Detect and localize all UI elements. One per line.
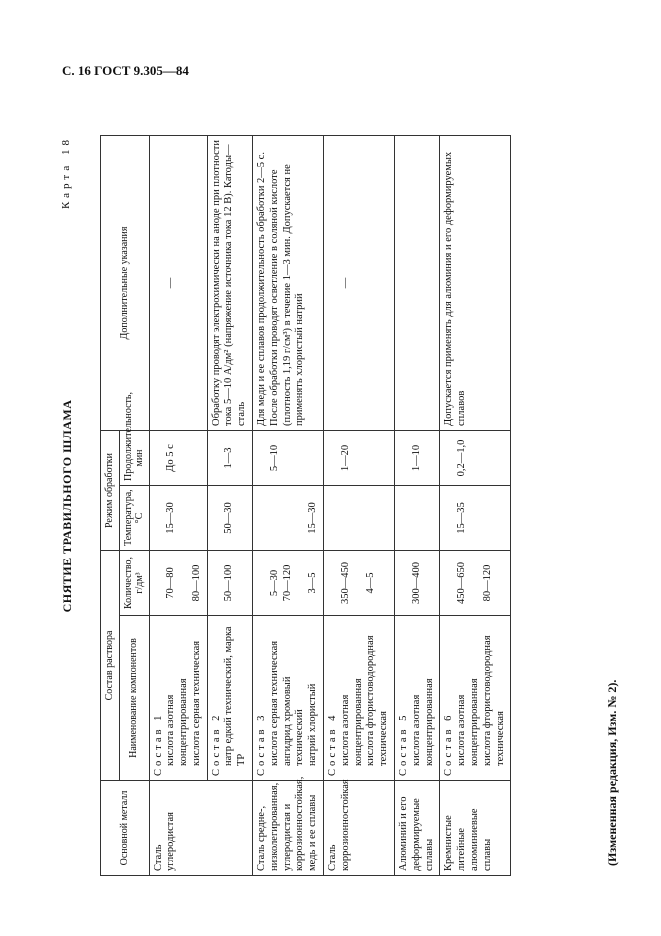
quantity-cell: 350—450 4—5 bbox=[324, 550, 395, 615]
metal-cell: Сталь средне-, низколегированная, углеродистая и коррозионностойкая, медь и ее сплавы bbox=[253, 781, 324, 876]
quantity-cell: 300—400 bbox=[395, 550, 440, 615]
quantity-cell: 5—30 70—120 3—5 bbox=[253, 550, 324, 615]
notes-cell: Допускается применять для алюминия и его деформируемых сплавов bbox=[440, 135, 511, 430]
component: кислота азотная концентрированная bbox=[165, 678, 190, 766]
component: натрий хлористый bbox=[307, 683, 319, 766]
quantity-cell bbox=[149, 550, 207, 615]
metal-cell: Сталь коррозионностойкая bbox=[324, 781, 395, 876]
duration-cell: 1—10 bbox=[395, 430, 440, 485]
col-mode-group: Режим обработки bbox=[101, 430, 120, 550]
table-row bbox=[207, 135, 252, 875]
notes-cell: — bbox=[324, 135, 395, 430]
pickling-table bbox=[100, 135, 511, 876]
duration-cell: 0,2—1,0 bbox=[440, 430, 511, 485]
composition-label: Состав 1 bbox=[152, 712, 164, 776]
component: кислота серная техническая bbox=[190, 640, 202, 766]
table-row bbox=[395, 135, 440, 875]
composition-label: Состав 4 bbox=[327, 712, 339, 776]
card-label: Карта 18 bbox=[60, 136, 72, 210]
notes-cell: Обработку проводят электрохимически на аноде при плотности тока 5—10 А/дм² (напряжение источника тока 12 В). Катоды—сталь bbox=[207, 135, 252, 430]
components-cell: Состав 4 кислота азотная концентрированная кислота фтористоводородная техническая bbox=[324, 616, 395, 781]
component: кислота серная техническая bbox=[268, 640, 280, 766]
temperature-cell: 15—35 bbox=[440, 485, 511, 550]
page-header: С. 16 ГОСТ 9.305—84 bbox=[62, 63, 189, 78]
components-cell bbox=[207, 616, 252, 781]
temperature-cell: 15—30 bbox=[253, 485, 324, 550]
metal-cell: Сталь углеродистая bbox=[149, 781, 253, 876]
notes-cell: Для меди и ее сплавов продолжительность обработки 2—5 с. После обработки проводят осветление в соляной кислоте (плотность 1,19 г/см³) в течение 1—3 мин. Допускается не применять хлористый натрий bbox=[253, 135, 324, 430]
quantity: 80—100 bbox=[190, 564, 202, 602]
notes-cell bbox=[395, 135, 440, 430]
rotated-card bbox=[60, 136, 640, 876]
components-cell bbox=[149, 616, 207, 781]
metal-cell: Алюминий и его деформируемые сплавы bbox=[395, 781, 440, 876]
components-cell: Состав 5 кислота азотная концентрированная bbox=[395, 616, 440, 781]
component: натр едкий технический, марка ТР bbox=[223, 626, 248, 766]
metal-cell: Кремнистые литейные алюминиевые сплавы bbox=[440, 781, 511, 876]
composition-label: Состав 5 bbox=[398, 712, 410, 776]
composition-label: Состав 2 bbox=[210, 712, 222, 776]
composition-label: Состав 3 bbox=[256, 712, 268, 776]
col-temperature: Температура, °С bbox=[119, 485, 149, 550]
col-metal: Основной металл bbox=[101, 781, 150, 876]
duration-cell: До 5 с bbox=[149, 430, 207, 485]
temperature-cell bbox=[395, 485, 440, 550]
col-quantity: Количество, г/дм³ bbox=[119, 550, 149, 615]
component: ангидрид хромовый технический bbox=[281, 676, 306, 766]
col-duration: Продолжительность, мин bbox=[119, 430, 149, 485]
components-cell: Состав 6 кислота азотная концентрированная кислота фтористоводородная техническая bbox=[440, 616, 511, 781]
duration-cell: 5—10 bbox=[253, 430, 324, 485]
temperature-cell bbox=[324, 485, 395, 550]
col-solution-group: Состав раствора bbox=[101, 550, 120, 780]
col-notes: Дополнительные указания bbox=[101, 135, 150, 430]
components-cell bbox=[253, 616, 324, 781]
table-row bbox=[149, 135, 207, 875]
duration-cell: 1—20 bbox=[324, 430, 395, 485]
notes-cell: — bbox=[149, 135, 207, 430]
composition-label: Состав 6 bbox=[443, 712, 455, 776]
table-row bbox=[253, 135, 324, 875]
table-row bbox=[440, 135, 511, 875]
col-components: Наименование компонентов bbox=[119, 616, 149, 781]
quantity-cell: 450—650 80—120 bbox=[440, 550, 511, 615]
amendment-caption: (Измененная редакция, Изм. № 2). bbox=[605, 679, 619, 866]
card-title: СНЯТИЕ ТРАВИЛЬНОГО ШЛАМА bbox=[60, 399, 74, 613]
quantity: 70—80 bbox=[165, 567, 177, 599]
temperature-cell: 50—30 bbox=[207, 485, 252, 550]
quantity-cell: 50—100 bbox=[207, 550, 252, 615]
temperature-cell: 15—30 bbox=[149, 485, 207, 550]
table-row bbox=[324, 135, 395, 875]
duration-cell: 1—3 bbox=[207, 430, 252, 485]
